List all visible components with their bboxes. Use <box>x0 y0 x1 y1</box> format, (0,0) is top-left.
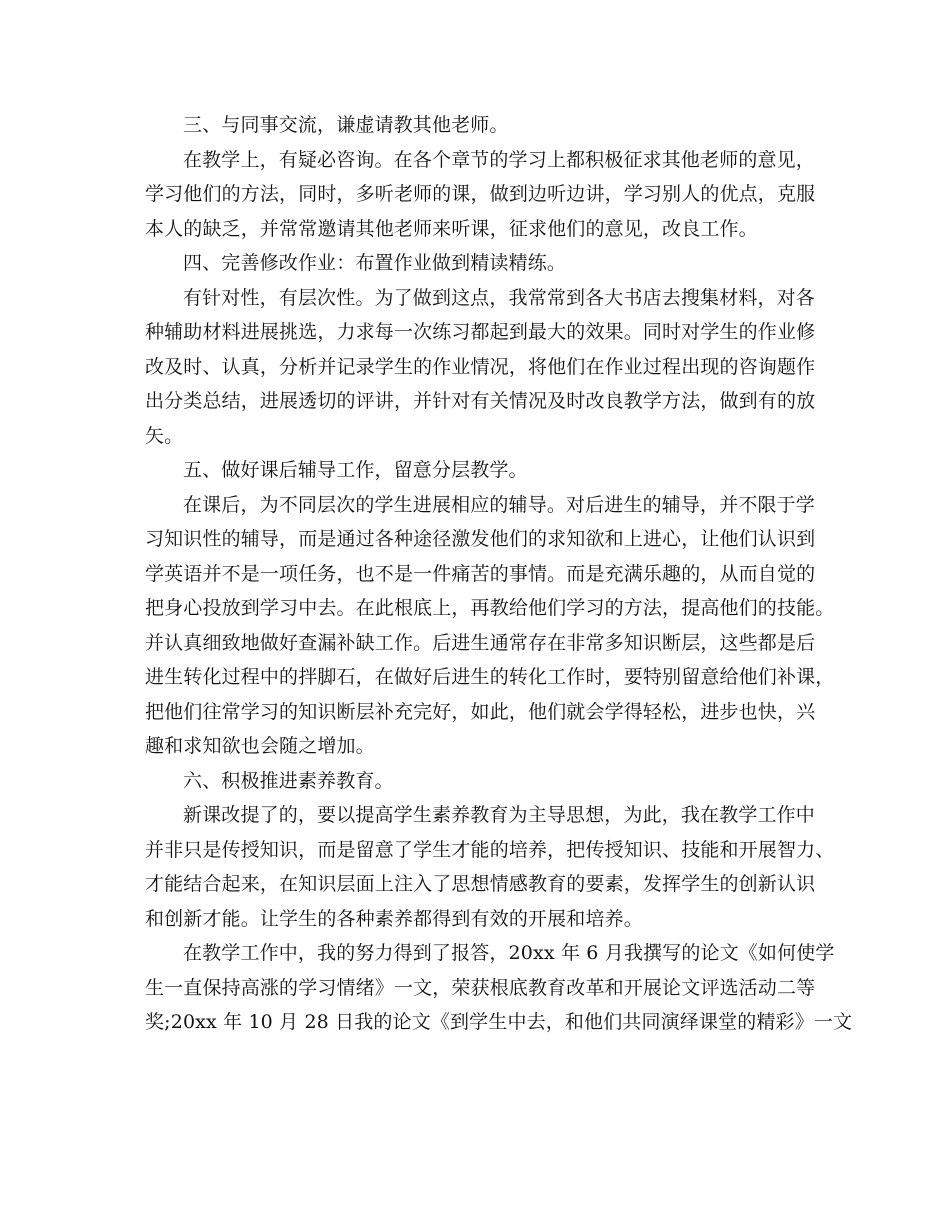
paragraph-line: 并认真细致地做好查漏补缺工作。后进生通常存在非常多知识断层，这些都是后 <box>145 631 816 654</box>
paragraph-line: 习知识性的辅导，而是通过各种途径激发他们的求知欲和上进心，让他们认识到 <box>145 528 816 550</box>
section-heading-4: 四、完善修改作业：布置作业做到精读精练。 <box>183 252 567 274</box>
paragraph-line: 学英语并不是一项任务，也不是一件痛苦的事情。而是充满乐趣的，从而自觉的 <box>145 562 816 585</box>
paragraph-line: 改及时、认真，分析并记录学生的作业情况，将他们在作业过程出现的咨询题作 <box>145 355 816 378</box>
paragraph-line: 在教学上，有疑必咨询。在各个章节的学习上都积极征求其他老师的意见， <box>183 148 815 171</box>
paragraph-line: 矢。 <box>145 424 184 447</box>
paragraph-line: 趣和求知欲也会随之增加。 <box>145 735 375 757</box>
paragraph-line: 在教学工作中，我的努力得到了报答，20xx 年 6 月我撰写的论文《如何使学 <box>183 942 835 964</box>
paragraph-line: 奖;20xx 年 10 月 28 日我的论文《到学生中去，和他们共同演绎课堂的精彩》一文 <box>145 1011 853 1033</box>
paragraph-line: 把身心投放到学习中去。在此根底上，再教给他们学习的方法，提高他们的技能。 <box>145 597 835 619</box>
paragraph-line: 生一直保持高涨的学习情绪》一文，荣获根底教育改革和开展论文评选活动二等 <box>145 976 816 999</box>
paragraph-line: 才能结合起来，在知识层面上注入了思想情感教育的要素，发挥学生的创新认识 <box>145 873 816 895</box>
paragraph-line: 新课改提了的，要以提高学生素养教育为主导思想，为此，我在教学工作中 <box>183 804 815 826</box>
paragraph-line: 在课后，为不同层次的学生进展相应的辅导。对后进生的辅导，并不限于学 <box>183 493 815 516</box>
paragraph-line: 有针对性，有层次性。为了做到这点，我常常到各大书店去搜集材料，对各 <box>183 286 815 309</box>
paragraph-line: 并非只是传授知识，而是留意了学生才能的培养，把传授知识、技能和开展智力、 <box>145 838 835 861</box>
document-body <box>145 108 853 1040</box>
paragraph-line: 出分类总结，进展透切的评讲，并针对有关情况及时改良教学方法，做到有的放 <box>145 390 816 412</box>
paragraph-line: 学习他们的方法，同时，多听老师的课，做到边听边讲，学习别人的优点，克服 <box>145 183 816 205</box>
paragraph-line: 把他们往常学习的知识断层补充完好，如此，他们就会学得轻松，进步也快，兴 <box>145 700 816 723</box>
paragraph-line: 和创新才能。让学生的各种素养都得到有效的开展和培养。 <box>145 907 643 930</box>
section-heading-6: 六、积极推进素养教育。 <box>183 769 394 792</box>
paragraph-line: 进生转化过程中的拌脚石，在做好后进生的转化工作时，要特别留意给他们补课， <box>145 666 835 688</box>
section-heading-5: 五、做好课后辅导工作，留意分层教学。 <box>183 459 528 481</box>
paragraph-line: 种辅助材料进展挑选，力求每一次练习都起到最大的效果。同时对学生的作业修 <box>145 321 816 343</box>
paragraph-line: 本人的缺乏，并常常邀请其他老师来听课，征求他们的意见，改良工作。 <box>145 217 758 240</box>
section-heading-3: 三、与同事交流，谦虚请教其他老师。 <box>183 114 509 136</box>
